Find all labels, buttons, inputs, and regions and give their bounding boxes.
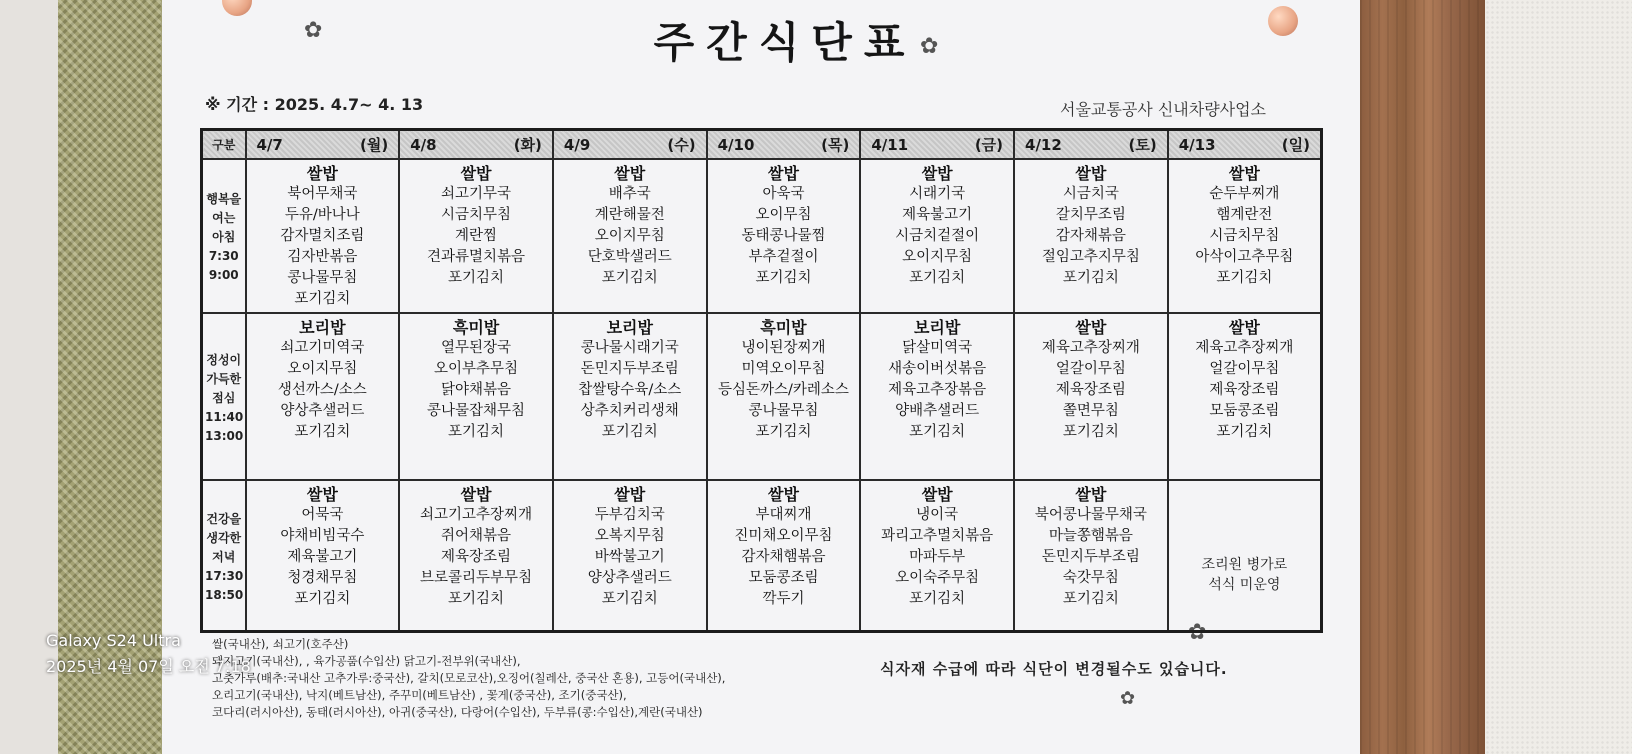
dish-item: 제육고추장볶음 — [888, 381, 987, 398]
day-header — [707, 130, 861, 160]
day-header — [399, 130, 553, 160]
camera-timestamp: 2025년 4월 07일 오전 7:18 — [46, 657, 251, 676]
rice-item: 쌀밥 — [614, 164, 646, 183]
dish-item: 제육불고기 — [287, 548, 358, 565]
meal-label — [202, 480, 246, 632]
page-title: 주간식단표 — [653, 18, 917, 67]
menu-cell — [707, 480, 861, 632]
dish-item: 쇠고기무국 — [441, 186, 512, 202]
meal-label-line: 점심 — [212, 390, 236, 405]
dish-item: 포기김치 — [294, 291, 351, 307]
menu-cell — [399, 159, 553, 313]
dish-item: 제육장조림 — [441, 548, 512, 565]
dish-item: 포기김치 — [1062, 590, 1119, 607]
dish-item: 포기김치 — [448, 590, 505, 607]
dish-item: 감자채볶음 — [1055, 228, 1126, 244]
menu-cell — [860, 313, 1014, 480]
flower-icon: ✿ — [304, 18, 323, 43]
day-header — [1014, 130, 1168, 160]
camera-watermark — [46, 628, 251, 680]
day-weekday: (토) — [1128, 136, 1157, 154]
menu-cell — [860, 159, 1014, 313]
rice-item: 쌀밥 — [921, 484, 953, 504]
dish-item: 포기김치 — [1216, 423, 1273, 440]
dish-item: 브로콜리두부무침 — [420, 569, 533, 586]
menu-cell — [246, 159, 400, 313]
dish-item: 두유/바나나 — [284, 207, 360, 223]
rice-item: 쌀밥 — [1075, 484, 1107, 504]
dish-item: 두부김치국 — [594, 506, 665, 523]
dish-item: 마파두부 — [909, 548, 966, 565]
dish-item: 진미채오이무침 — [734, 527, 833, 544]
meal-row — [202, 159, 1322, 313]
dish-item: 오복지무침 — [594, 527, 665, 544]
dish-item: 시래기국 — [909, 186, 966, 202]
dish-item: 시금치국 — [1062, 186, 1119, 202]
dish-item: 계란찜 — [455, 228, 498, 244]
meal-row — [202, 313, 1322, 480]
dish-item: 아욱국 — [762, 186, 805, 202]
menu-cell — [1168, 480, 1322, 632]
dish-item: 제육고추장찌개 — [1195, 339, 1294, 356]
organization-name: 서울교통공사 신내차량사업소 — [1060, 100, 1267, 119]
origin-line: 돼지고기(국내산), , 육가공품(수입산) 닭고기-전부위(국내산), — [212, 654, 521, 668]
dish-item: 야채비빔국수 — [280, 527, 365, 544]
period-text: ※ 기간 : 2025. 4.7~ 4. 13 — [205, 95, 424, 114]
dish-item: 바싹불고기 — [594, 548, 665, 565]
dish-item: 모둠콩조림 — [748, 569, 819, 586]
dish-item: 부대찌개 — [755, 506, 812, 523]
day-weekday: (일) — [1281, 136, 1310, 154]
day-date: 4/13 — [1178, 135, 1216, 154]
dish-item: 쫄면무침 — [1062, 402, 1119, 419]
dish-item: 찹쌀탕수육/소스 — [578, 381, 682, 398]
menu-cell — [1168, 159, 1322, 313]
dish-item: 냉이된장찌개 — [741, 339, 826, 356]
dish-item: 닭살미역국 — [902, 339, 973, 356]
rice-item: 쌀밥 — [768, 164, 799, 183]
meal-label — [202, 159, 246, 313]
origin-line: 쌀(국내산), 쇠고기(호주산) — [212, 637, 349, 651]
day-header — [860, 130, 1014, 160]
menu-cell — [1168, 313, 1322, 480]
origin-line: 코다리(러시아산), 동태(러시아산), 아귀(중국산), 다랑어(수입산), 두부류(콩:수입산),계란(국내산) — [212, 705, 703, 719]
menu-cell — [246, 480, 400, 632]
dish-item: 제육장조림 — [1209, 381, 1280, 398]
dish-item: 포기김치 — [294, 590, 351, 607]
dish-item: 포기김치 — [601, 590, 658, 607]
dish-item: 배추국 — [608, 186, 651, 202]
closure-note-line: 조리원 병가로 — [1201, 556, 1288, 573]
meal-label-line: 9:00 — [208, 268, 239, 283]
rice-item: 보리밥 — [299, 317, 346, 337]
day-weekday: (금) — [974, 136, 1004, 154]
dish-item: 양배추샐러드 — [895, 402, 980, 419]
dish-item: 오이숙주무침 — [895, 569, 980, 586]
dish-item: 포기김치 — [909, 270, 966, 286]
dish-item: 닭야채볶음 — [441, 381, 512, 398]
dish-item: 오이지무침 — [594, 228, 665, 244]
flower-icon: ✿ — [1188, 620, 1207, 645]
menu-cell — [707, 159, 861, 313]
meal-label-line: 17:30 — [205, 568, 244, 583]
camera-model: Galaxy S24 Ultra — [46, 631, 181, 650]
weekly-menu-table — [200, 128, 1323, 633]
origin-line: 고춧가루(배추:국내산 고추가루:중국산), 갈치(모로코산),오징어(칠레산, 중국산 혼용), 고등어(국내산), — [212, 671, 726, 685]
change-notice: 식자재 수급에 따라 식단이 변경될수도 있습니다. — [880, 660, 1228, 678]
dish-item: 동태콩나물찜 — [741, 228, 826, 244]
dish-item: 포기김치 — [1216, 270, 1273, 286]
dish-item: 오이지무침 — [902, 249, 973, 265]
day-weekday: (목) — [821, 136, 850, 154]
dish-item: 콩나물시래기국 — [580, 339, 679, 356]
dish-item: 포기김치 — [755, 270, 812, 286]
dish-item: 단호박샐러드 — [587, 249, 672, 265]
dish-item: 견과류멸치볶음 — [427, 249, 526, 265]
dish-item: 감자채햄볶음 — [741, 548, 826, 565]
dish-item: 콩나물무침 — [748, 402, 819, 419]
wall-background — [1485, 0, 1632, 754]
dish-item: 포기김치 — [909, 423, 966, 440]
rice-item: 쌀밥 — [1228, 164, 1260, 183]
rice-item: 쌀밥 — [306, 484, 338, 504]
dish-item: 계란해물전 — [594, 207, 665, 223]
dish-item: 쥐어채볶음 — [441, 527, 512, 544]
dish-item: 새송이버섯볶음 — [888, 360, 987, 377]
dish-item: 제육고추장찌개 — [1041, 339, 1140, 356]
dish-item: 오이무침 — [755, 207, 812, 223]
dish-item: 청경채무침 — [287, 569, 358, 586]
dish-item: 모둠콩조림 — [1209, 402, 1280, 419]
rice-item: 보리밥 — [606, 317, 653, 337]
dish-item: 시금치겉절이 — [895, 228, 980, 244]
day-date: 4/9 — [563, 135, 591, 154]
day-date: 4/10 — [717, 135, 755, 154]
rice-item: 쌀밥 — [1075, 317, 1107, 337]
dish-item: 양상추샐러드 — [587, 569, 672, 586]
dish-item: 미역오이무침 — [741, 360, 826, 377]
dish-item: 상추치커리생채 — [580, 402, 679, 419]
rice-item: 쌀밥 — [460, 484, 492, 504]
day-date: 4/11 — [871, 135, 909, 154]
menu-cell — [553, 159, 707, 313]
dish-item: 오이부추무침 — [434, 360, 519, 377]
dish-item: 오이지무침 — [287, 360, 358, 377]
dish-item: 절임고추지무침 — [1041, 249, 1140, 265]
dish-item: 포기김치 — [601, 423, 658, 440]
menu-cell — [553, 480, 707, 632]
dish-item: 부추겉절이 — [748, 249, 819, 265]
dish-item: 아삭이고추무침 — [1195, 249, 1294, 265]
rice-item: 쌀밥 — [768, 484, 799, 504]
day-weekday: (월) — [360, 136, 389, 154]
meal-label-line: 아침 — [212, 230, 236, 245]
menu-cell — [399, 313, 553, 480]
meal-label-line: 저녁 — [212, 549, 236, 564]
dish-item: 얼갈이무침 — [1055, 360, 1126, 377]
dish-item: 양상추샐러드 — [280, 402, 365, 419]
dish-item: 꽈리고추멸치볶음 — [881, 527, 994, 544]
rice-item: 쌀밥 — [1228, 317, 1260, 337]
dish-item: 등심돈까스/카레소스 — [717, 381, 849, 398]
meal-label-line: 건강을 — [206, 511, 242, 526]
dish-item: 포기김치 — [448, 423, 505, 440]
dish-item: 생선까스/소스 — [277, 381, 367, 398]
meal-label-line: 가득한 — [206, 371, 242, 386]
rice-item: 흑미밥 — [760, 317, 807, 337]
dish-item: 콩나물잡채무침 — [427, 402, 526, 419]
day-weekday: (수) — [667, 136, 696, 154]
dish-item: 포기김치 — [601, 270, 658, 286]
menu-cell — [860, 480, 1014, 632]
header-corner: 구분 — [202, 130, 246, 160]
flower-icon: ✿ — [920, 34, 939, 59]
dish-item: 포기김치 — [1062, 423, 1119, 440]
dish-item: 포기김치 — [909, 590, 966, 607]
dish-item: 쇠고기고추장찌개 — [420, 506, 533, 523]
dish-item: 시금치무침 — [441, 207, 512, 223]
menu-cell — [707, 313, 861, 480]
dish-item: 북어무채국 — [287, 186, 358, 202]
closure-note-line: 석식 미운영 — [1208, 576, 1281, 593]
dish-item: 갈치무조림 — [1055, 207, 1126, 223]
day-weekday: (화) — [513, 136, 542, 154]
meal-row — [202, 480, 1322, 632]
dish-item: 감자멸치조림 — [280, 228, 365, 244]
meal-label-line: 행복을 — [206, 192, 242, 207]
table-header-row — [202, 130, 1322, 160]
dish-item: 마늘쫑햄볶음 — [1048, 527, 1133, 544]
dish-item: 포기김치 — [294, 423, 351, 440]
rice-item: 쌀밥 — [1075, 164, 1107, 183]
pushpin-icon — [1268, 6, 1298, 36]
dish-item: 숙갓무침 — [1062, 569, 1119, 586]
dish-item: 김자반볶음 — [287, 249, 358, 265]
dish-item: 콩나물무침 — [287, 270, 358, 286]
menu-cell — [246, 313, 400, 480]
meal-label — [202, 313, 246, 480]
meal-label-line: 18:50 — [205, 587, 244, 602]
menu-cell — [1014, 313, 1168, 480]
day-date: 4/7 — [256, 135, 283, 154]
rice-item: 쌀밥 — [614, 484, 646, 504]
menu-cell — [1014, 159, 1168, 313]
rice-item: 보리밥 — [913, 317, 961, 337]
dish-item: 포기김치 — [448, 270, 505, 286]
day-header — [1168, 130, 1322, 160]
meal-label-line: 11:40 — [205, 409, 244, 424]
rice-item: 쌀밥 — [921, 164, 953, 183]
dish-item: 포기김치 — [1062, 270, 1119, 286]
dish-item: 열무된장국 — [441, 339, 512, 356]
day-date: 4/8 — [410, 135, 437, 154]
dish-item: 돈민지두부조림 — [1041, 548, 1140, 565]
flower-icon: ✿ — [1120, 688, 1136, 709]
meal-label-line: 여는 — [212, 211, 236, 226]
dish-item: 시금치무침 — [1209, 228, 1280, 244]
day-header — [553, 130, 707, 160]
meal-label-line: 7:30 — [208, 249, 239, 264]
origin-list — [212, 636, 832, 721]
meal-label-line: 생각한 — [206, 530, 242, 545]
day-header — [246, 130, 400, 160]
menu-cell — [553, 313, 707, 480]
dish-item: 햄계란전 — [1216, 207, 1273, 223]
dish-item: 얼갈이무침 — [1209, 360, 1280, 377]
wood-frame — [1360, 0, 1485, 754]
dish-item: 깍두기 — [762, 590, 805, 607]
dish-item: 순두부찌개 — [1209, 186, 1280, 202]
dish-item: 제육장조림 — [1055, 381, 1126, 398]
rice-item: 쌀밥 — [460, 164, 492, 183]
dish-item: 어묵국 — [301, 506, 344, 523]
origin-line: 오리고기(국내산), 낙지(베트남산), 주꾸미(베트남산) , 꽃게(중국산), 조기(중국산), — [212, 688, 627, 702]
menu-cell — [399, 480, 553, 632]
dish-item: 포기김치 — [755, 423, 812, 440]
dish-item: 쇠고기미역국 — [280, 339, 365, 356]
rice-item: 흑미밥 — [452, 317, 500, 337]
meal-label-line: 정성이 — [206, 352, 242, 367]
dish-item: 돈민지두부조림 — [580, 360, 679, 377]
day-date: 4/12 — [1025, 135, 1062, 154]
menu-cell — [1014, 480, 1168, 632]
dish-item: 북어콩나물무채국 — [1034, 506, 1147, 523]
closure-note — [1202, 555, 1288, 595]
dish-item: 제육불고기 — [902, 207, 973, 223]
rice-item: 쌀밥 — [306, 164, 338, 183]
dish-item: 냉이국 — [916, 506, 959, 523]
meal-label-line: 13:00 — [205, 428, 244, 443]
